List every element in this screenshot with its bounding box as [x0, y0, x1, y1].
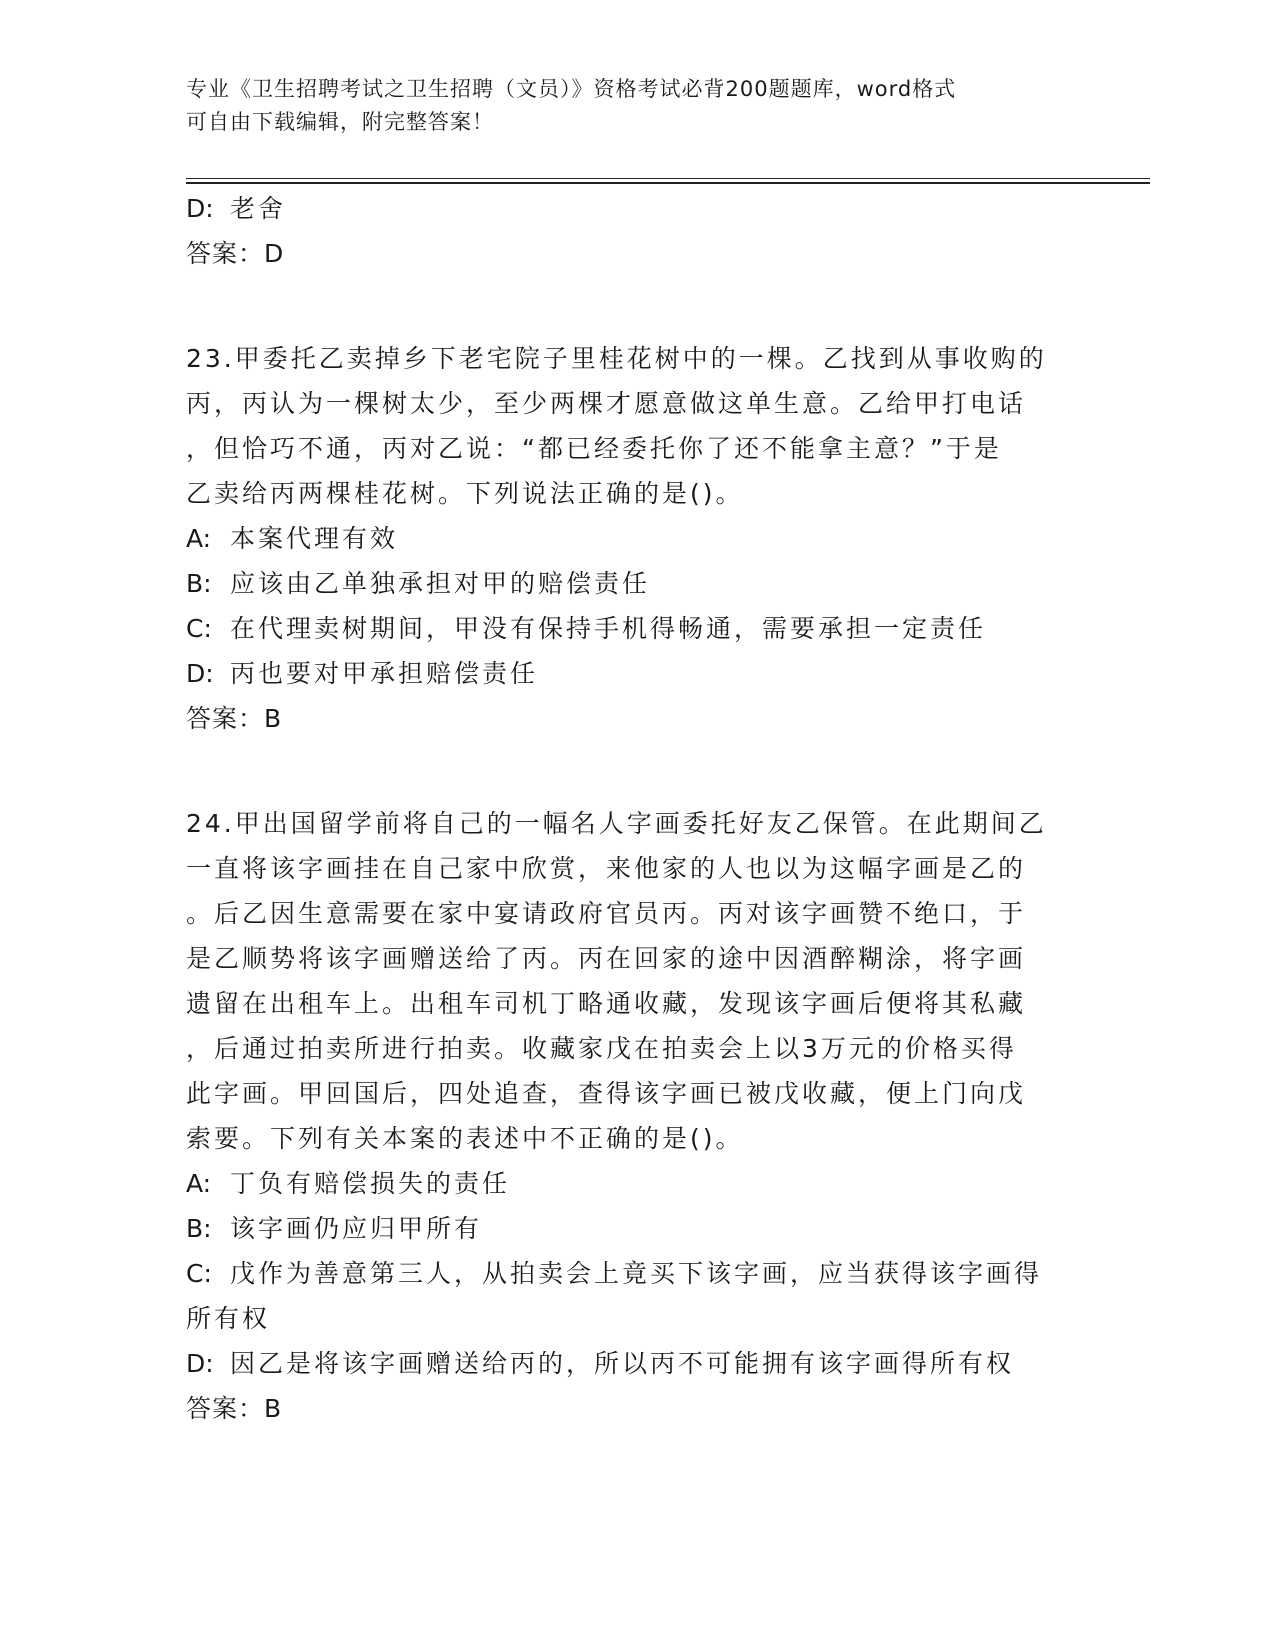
option-text: 戊作为善意第三人，从拍卖会上竟买下该字画，应当获得该字画得 [230, 1259, 1043, 1288]
header-line-1: 专业《卫生招聘考试之卫生招聘（文员）》资格考试必背200题题库，word格式 [186, 77, 957, 101]
option-a [186, 1161, 1086, 1206]
header-divider-thick [186, 182, 1150, 184]
option-label: D: [186, 659, 214, 688]
option-label: B: [186, 1214, 212, 1243]
question-stem-line: ，但恰巧不通，丙对乙说：“都已经委托你了还不能拿主意？”于是 [186, 434, 1002, 463]
answer: 答案：B [186, 1394, 283, 1423]
question-stem-line: 此字画。甲回国后，四处追查，查得该字画已被戊收藏，便上门向戊 [186, 1079, 1027, 1108]
header-line-2: 可自由下载编辑，附完整答案！ [186, 110, 494, 134]
option-label: C: [186, 614, 212, 643]
question-stem-line: 24.甲出国留学前将自己的一幅名人字画委托好友乙保管。在此期间乙 [186, 809, 1047, 838]
question-gap [186, 741, 1086, 801]
option-text: 丁负有赔偿损失的责任 [230, 1169, 511, 1198]
question-stem-line: 是乙顺势将该字画赠送给了丙。丙在回家的途中因酒醉糊涂，将字画 [186, 944, 1027, 973]
option-b [186, 561, 1086, 606]
prev-option-d [186, 186, 1086, 231]
question-stem-line: 索要。下列有关本案的表述中不正确的是()。 [186, 1124, 744, 1153]
question-stem-line: ，后通过拍卖所进行拍卖。收藏家戊在拍卖会上以3万元的价格买得 [186, 1034, 1017, 1063]
option-text: 应该由乙单独承担对甲的赔偿责任 [230, 569, 651, 598]
document-body [186, 186, 1086, 1431]
question-24 [186, 801, 1086, 1431]
option-text: 老舍 [230, 194, 287, 223]
option-c [186, 606, 1086, 651]
question-stem-line: 一直将该字画挂在自己家中欣赏，来他家的人也以为这幅字画是乙的 [186, 854, 1027, 883]
question-stem-line: 遗留在出租车上。出租车司机丁略通收藏，发现该字画后便将其私藏 [186, 989, 1027, 1018]
question-stem-line: 。后乙因生意需要在家中宴请政府官员丙。丙对该字画赞不绝口，于 [186, 899, 1027, 928]
question-stem-line: 乙卖给丙两棵桂花树。下列说法正确的是()。 [186, 479, 744, 508]
option-label: C: [186, 1259, 212, 1288]
header-divider-thin [186, 178, 1150, 179]
document-header [186, 73, 1086, 139]
option-label: D: [186, 1349, 214, 1378]
option-b [186, 1206, 1086, 1251]
option-c [186, 1251, 1086, 1296]
option-d [186, 1341, 1086, 1386]
question-stem-line: 23.甲委托乙卖掉乡下老宅院子里桂花树中的一棵。乙找到从事收购的 [186, 344, 1047, 373]
answer: 答案：B [186, 704, 283, 733]
option-text: 丙也要对甲承担赔偿责任 [230, 659, 539, 688]
option-label: B: [186, 569, 212, 598]
question-23 [186, 336, 1086, 741]
option-label: A: [186, 524, 212, 553]
question-gap [186, 276, 1086, 336]
option-text: 本案代理有效 [230, 524, 399, 553]
option-c-continued [186, 1296, 1086, 1341]
option-a [186, 516, 1086, 561]
option-d [186, 651, 1086, 696]
option-text: 该字画仍应归甲所有 [230, 1214, 483, 1243]
prev-answer: 答案：D [186, 239, 285, 268]
option-label: A: [186, 1169, 212, 1198]
option-text: 在代理卖树期间，甲没有保持手机得畅通，需要承担一定责任 [230, 614, 987, 643]
option-label: D: [186, 194, 214, 223]
question-stem-line: 丙，丙认为一棵树太少，至少两棵才愿意做这单生意。乙给甲打电话 [186, 389, 1027, 418]
option-text: 所有权 [186, 1304, 271, 1333]
option-text: 因乙是将该字画赠送给丙的，所以丙不可能拥有该字画得所有权 [230, 1349, 1015, 1378]
